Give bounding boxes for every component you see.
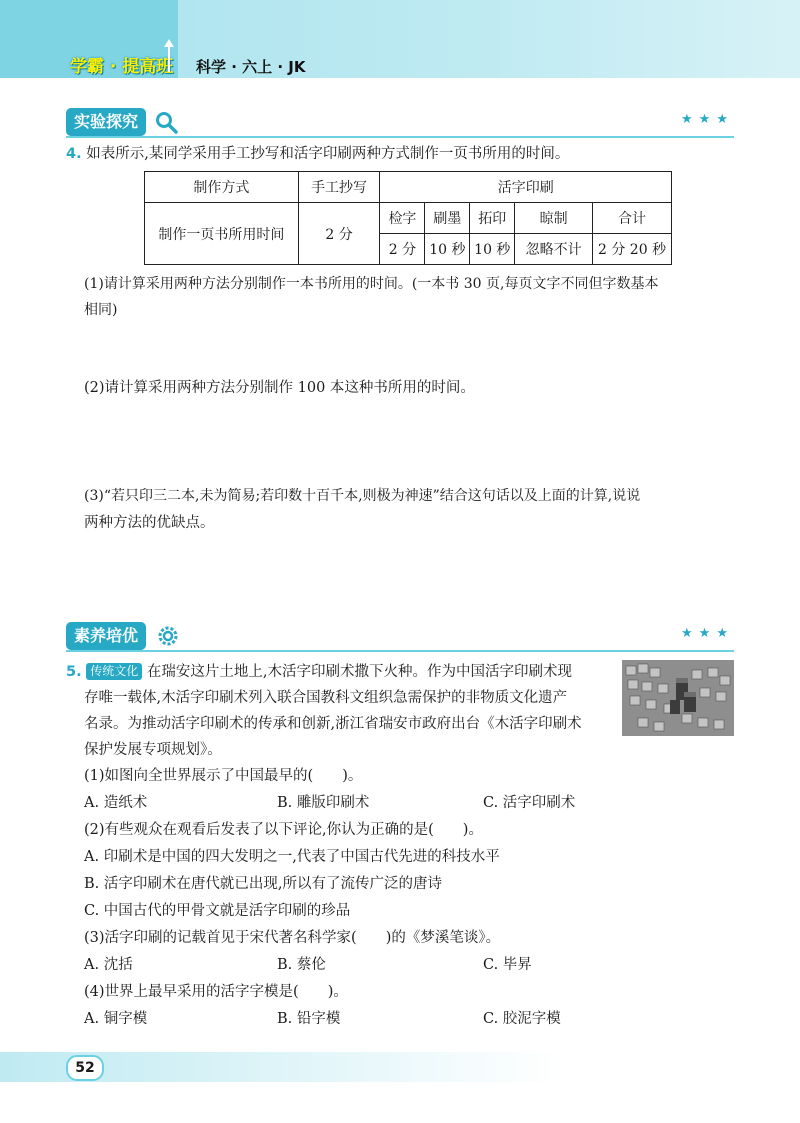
- q5-sub2-option-b: B. 活字印刷术在唐代就已出现,所以有了流传广泛的唐诗: [84, 876, 442, 892]
- question-number: 5.: [66, 664, 82, 680]
- section-header-literacy: [66, 622, 734, 652]
- question-5-line4: 保护发展专项规划》。: [84, 742, 222, 758]
- footer-band: [0, 1052, 800, 1082]
- question-number: 4.: [66, 146, 82, 162]
- q5-sub4-question: (4)世界上最早采用的活字字模是( )。: [84, 984, 348, 1000]
- q5-sub4-option-b: B. 铅字模: [277, 1011, 341, 1027]
- q5-sub2-option-a: A. 印刷术是中国的四大发明之一,代表了中国古代先进的科技水平: [84, 849, 500, 865]
- q4-part2: (2)请计算采用两种方法分别制作 100 本这种书所用的时间。: [84, 380, 475, 396]
- q5-sub3-option-c: C. 毕昇: [483, 957, 532, 973]
- table-cell: 忽略不计: [515, 234, 593, 265]
- q4-part1-line1: (1)请计算采用两种方法分别制作一本书所用的时间。(一本书 30 页,每页文字不同但字数基本: [84, 276, 659, 292]
- q5-sub2-question: (2)有些观众在观看后发表了以下评论,你认为正确的是( )。: [84, 822, 483, 838]
- q5-sub1-option-c: C. 活字印刷术: [483, 795, 576, 811]
- table-cell: 2 分: [380, 234, 425, 265]
- table-row-label: 制作一页书所用时间: [145, 203, 299, 265]
- time-table: [144, 171, 672, 265]
- table-subheader: 拓印: [470, 203, 515, 234]
- question-5-line1: [66, 662, 572, 682]
- table-cell: 10 秒: [470, 234, 515, 265]
- table-subheader: 合计: [593, 203, 672, 234]
- section-label: 素养培优: [66, 622, 146, 650]
- question-5-line3: 名录。为推动活字印刷术的传承和创新,浙江省瑞安市政府出台《木活字印刷术: [84, 716, 582, 732]
- section-header-experiment: [66, 108, 734, 138]
- q4-part1-line2: 相同): [84, 302, 118, 318]
- table-cell: 2 分: [298, 203, 380, 265]
- difficulty-stars: ★★★: [681, 112, 734, 127]
- q5-sub3-question: (3)活字印刷的记载首见于宋代著名科学家( )的《梦溪笔谈》。: [84, 930, 501, 946]
- q5-sub3-option-b: B. 蔡伦: [277, 957, 326, 973]
- table-subheader: 晾制: [515, 203, 593, 234]
- table-header: 制作方式: [145, 172, 299, 203]
- question-text: 如表所示,某同学采用手工抄写和活字印刷两种方式制作一页书所用的时间。: [86, 146, 570, 162]
- q4-part3-line1: (3)“若只印三二本,未为简易;若印数十百千本,则极为神速”结合这句话以及上面的计算,说说: [84, 488, 641, 504]
- printing-blocks-image: [622, 660, 734, 736]
- table-header: 活字印刷: [380, 172, 672, 203]
- category-tag: 传统文化: [86, 663, 142, 680]
- table-cell: 2 分 20 秒: [593, 234, 672, 265]
- gear-icon: [156, 624, 180, 648]
- subject-title: 科学 · 六上 · JK: [196, 58, 306, 76]
- arrow-icon: [160, 36, 178, 74]
- q5-sub1-option-a: A. 造纸术: [84, 795, 148, 811]
- q5-sub1-question: (1)如图向全世界展示了中国最早的( )。: [84, 768, 363, 784]
- q5-sub4-option-a: A. 铜字模: [84, 1011, 148, 1027]
- table-header: 手工抄写: [298, 172, 380, 203]
- section-label: 实验探究: [66, 108, 146, 136]
- question-5-line2: 存唯一载体,木活字印刷术列入联合国教科文组织急需保护的非物质文化遗产: [84, 690, 568, 706]
- section-divider: [66, 136, 734, 138]
- q5-sub3-option-a: A. 沈括: [84, 957, 133, 973]
- q4-part3-line2: 两种方法的优缺点。: [84, 515, 215, 531]
- page-number: 52: [66, 1055, 104, 1081]
- difficulty-stars: ★★★: [681, 626, 734, 641]
- magnifier-icon: [154, 110, 178, 134]
- table-subheader: 刷墨: [425, 203, 470, 234]
- question-text: 在瑞安这片土地上,木活字印刷术撒下火种。作为中国活字印刷术现: [146, 664, 572, 680]
- section-divider: [66, 650, 734, 652]
- printing-blocks-illustration: [622, 660, 734, 736]
- q5-sub4-option-c: C. 胶泥字模: [483, 1011, 561, 1027]
- question-4-stem: [66, 144, 569, 164]
- q5-sub2-option-c: C. 中国古代的甲骨文就是活字印刷的珍品: [84, 903, 351, 919]
- table-subheader: 检字: [380, 203, 425, 234]
- q5-sub1-option-b: B. 雕版印刷术: [277, 795, 370, 811]
- table-cell: 10 秒: [425, 234, 470, 265]
- brand-title: 学霸 · 提高班: [70, 57, 174, 77]
